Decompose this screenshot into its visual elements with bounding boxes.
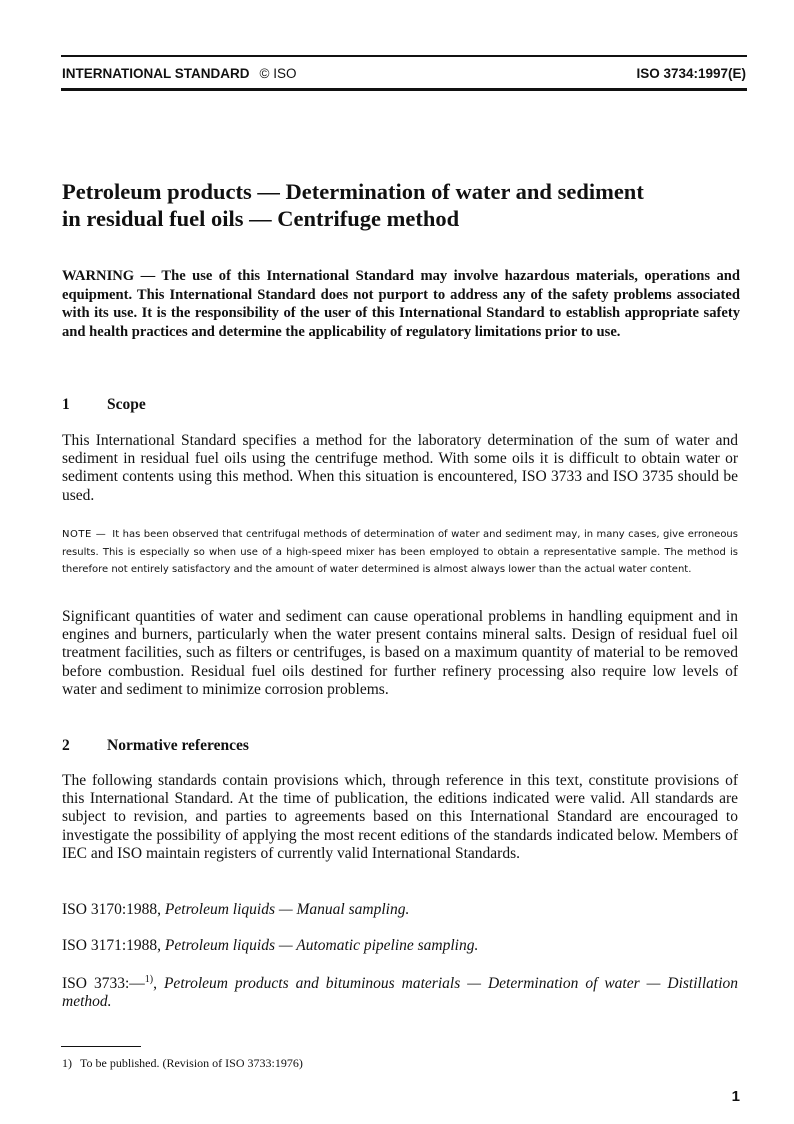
footnote-rule (61, 1046, 141, 1047)
reference-code: ISO 3171:1988, (62, 937, 162, 954)
section-2-number: 2 (62, 737, 70, 754)
note-text: It has been observed that centrifugal methods of determination of water and sediment may, in many cases, give erroneous results. This is especially so when use of a high-speed mixer has been employed to obtain a representative sample. The method is therefore not entirely satisfactory and the amount of water determined is almost always lower than the actual water content. (62, 529, 738, 575)
reference-item (62, 975, 738, 1011)
note-label: NOTE — (62, 529, 107, 540)
header-iso-mark: © ISO (259, 66, 297, 81)
header-left (62, 66, 296, 81)
header-standard-label: INTERNATIONAL STANDARD (62, 66, 250, 81)
reference-title: Petroleum liquids — Automatic pipeline sampling. (164, 937, 479, 954)
footnote-text: To be published. (Revision of ISO 3733:1976) (80, 1056, 303, 1070)
reference-item (62, 937, 738, 955)
reference-code: ISO 3733:— (62, 975, 145, 992)
reference-title: Petroleum products and bituminous materials — Determination of water — Distillation method. (62, 975, 738, 1011)
page-number: 1 (731, 1088, 740, 1105)
document-title (62, 178, 742, 232)
reference-title: Petroleum liquids — Manual sampling. (164, 901, 410, 918)
section-2-title: Normative references (107, 737, 249, 754)
header-bottom-rule (61, 88, 747, 91)
header-doc-number: ISO 3734:1997(E) (636, 66, 746, 81)
scope-note (62, 526, 738, 579)
section-2-heading (62, 737, 249, 755)
section-1-title: Scope (107, 396, 146, 413)
footnote-marker: 1) (144, 973, 154, 985)
reference-code: ISO 3170:1988, (62, 901, 162, 918)
title-line-1: Petroleum products — Determination of water and sediment (62, 179, 644, 204)
warning-paragraph: WARNING — The use of this International Standard may involve hazardous materials, operations and equipment. This International Standard does not purport to address any of the safety problems associated with its use. It is the responsibility of the user of this International Standard to establish appropriate safety and health practices and determine the applicability of regulatory limitations prior to use. (62, 268, 740, 340)
reference-item (62, 901, 738, 919)
references-intro: The following standards contain provisions which, through reference in this text, constitute provisions of this International Standard. At the time of publication, the editions indicated were valid. All standards are subject to revision, and parties to agreements based on this International Standard are encouraged to investigate the possibility of applying the most recent editions of the standards indicated below. Members of IEC and ISO maintain registers of currently valid International Standards. (62, 772, 738, 862)
reference-separator: , (153, 975, 157, 992)
footnote (62, 1056, 303, 1071)
section-1-number: 1 (62, 396, 70, 413)
section-1-heading (62, 396, 146, 414)
scope-paragraph-2: Significant quantities of water and sediment can cause operational problems in handling equipment and in engines and burners, particularly when the water present contains mineral salts. Design of residual fuel oil treatment facilities, such as filters or centrifuges, is based on a maximum quantity of material to be removed before combustion. Residual fuel oils destined for further refinery processing also require low levels of water and sediment to minimize corrosion problems. (62, 608, 738, 698)
scope-paragraph-1: This International Standard specifies a method for the laboratory determination of the sum of water and sediment in residual fuel oils using the centrifuge method. With some oils it is difficult to obtain water or sediment contents using this method. When this situation is encountered, ISO 3733 and ISO 3735 should be used. (62, 432, 738, 504)
title-line-2: in residual fuel oils — Centrifuge method (62, 206, 460, 231)
header-top-rule (61, 55, 747, 57)
footnote-mark: 1) (62, 1056, 72, 1070)
